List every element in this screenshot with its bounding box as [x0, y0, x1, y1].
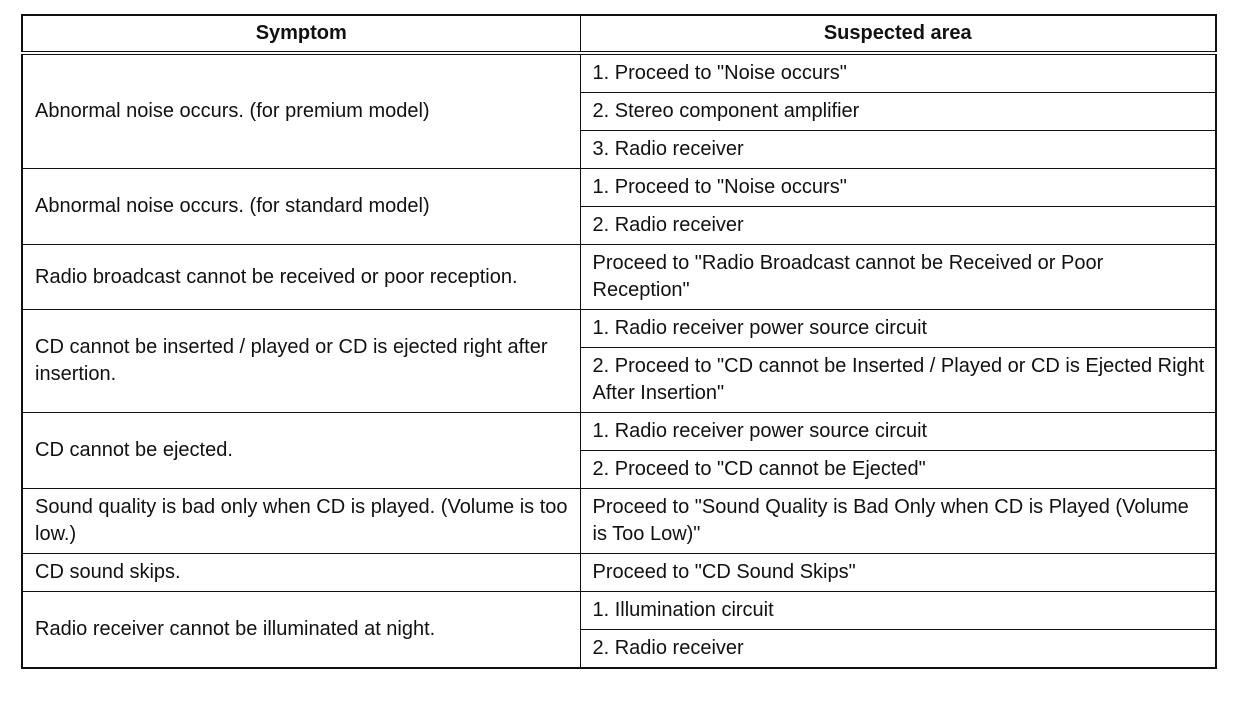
suspected-area-cell: 1. Radio receiver power source circuit: [580, 310, 1216, 348]
table-row: [22, 489, 1216, 554]
symptom-cell: Abnormal noise occurs. (for premium model): [22, 53, 580, 169]
symptom-cell: CD sound skips.: [22, 554, 580, 592]
symptom-cell: Abnormal noise occurs. (for standard model): [22, 169, 580, 245]
symptom-cell: Radio receiver cannot be illuminated at night.: [22, 592, 580, 669]
symptom-cell: CD cannot be inserted / played or CD is ejected right after insertion.: [22, 310, 580, 413]
suspected-area-cell: 1. Proceed to "Noise occurs": [580, 53, 1216, 93]
suspected-area-cell: 3. Radio receiver: [580, 131, 1216, 169]
suspected-area-cell: 2. Proceed to "CD cannot be Ejected": [580, 451, 1216, 489]
symptom-column-header: Symptom: [22, 15, 580, 53]
table-row: [22, 592, 1216, 630]
table-row: [22, 554, 1216, 592]
suspected-area-cell: 2. Stereo component amplifier: [580, 93, 1216, 131]
table-row: [22, 310, 1216, 348]
table-row: [22, 169, 1216, 207]
table-row: [22, 245, 1216, 310]
suspected-area-cell: 1. Proceed to "Noise occurs": [580, 169, 1216, 207]
suspected-area-cell: 2. Proceed to "CD cannot be Inserted / Played or CD is Ejected Right After Insertion": [580, 348, 1216, 413]
suspected-area-cell: Proceed to "Sound Quality is Bad Only when CD is Played (Volume is Too Low)": [580, 489, 1216, 554]
header-row: [22, 15, 1216, 53]
table-row: [22, 53, 1216, 93]
symptom-cell: Sound quality is bad only when CD is played. (Volume is too low.): [22, 489, 580, 554]
suspected-area-cell: 1. Illumination circuit: [580, 592, 1216, 630]
suspected-area-cell: Proceed to "CD Sound Skips": [580, 554, 1216, 592]
suspected-area-cell: 2. Radio receiver: [580, 207, 1216, 245]
troubleshooting-table: [21, 14, 1217, 669]
table-row: [22, 413, 1216, 451]
symptom-cell: Radio broadcast cannot be received or poor reception.: [22, 245, 580, 310]
suspected-area-column-header: Suspected area: [580, 15, 1216, 53]
suspected-area-cell: 2. Radio receiver: [580, 630, 1216, 669]
suspected-area-cell: Proceed to "Radio Broadcast cannot be Received or Poor Reception": [580, 245, 1216, 310]
symptom-cell: CD cannot be ejected.: [22, 413, 580, 489]
suspected-area-cell: 1. Radio receiver power source circuit: [580, 413, 1216, 451]
